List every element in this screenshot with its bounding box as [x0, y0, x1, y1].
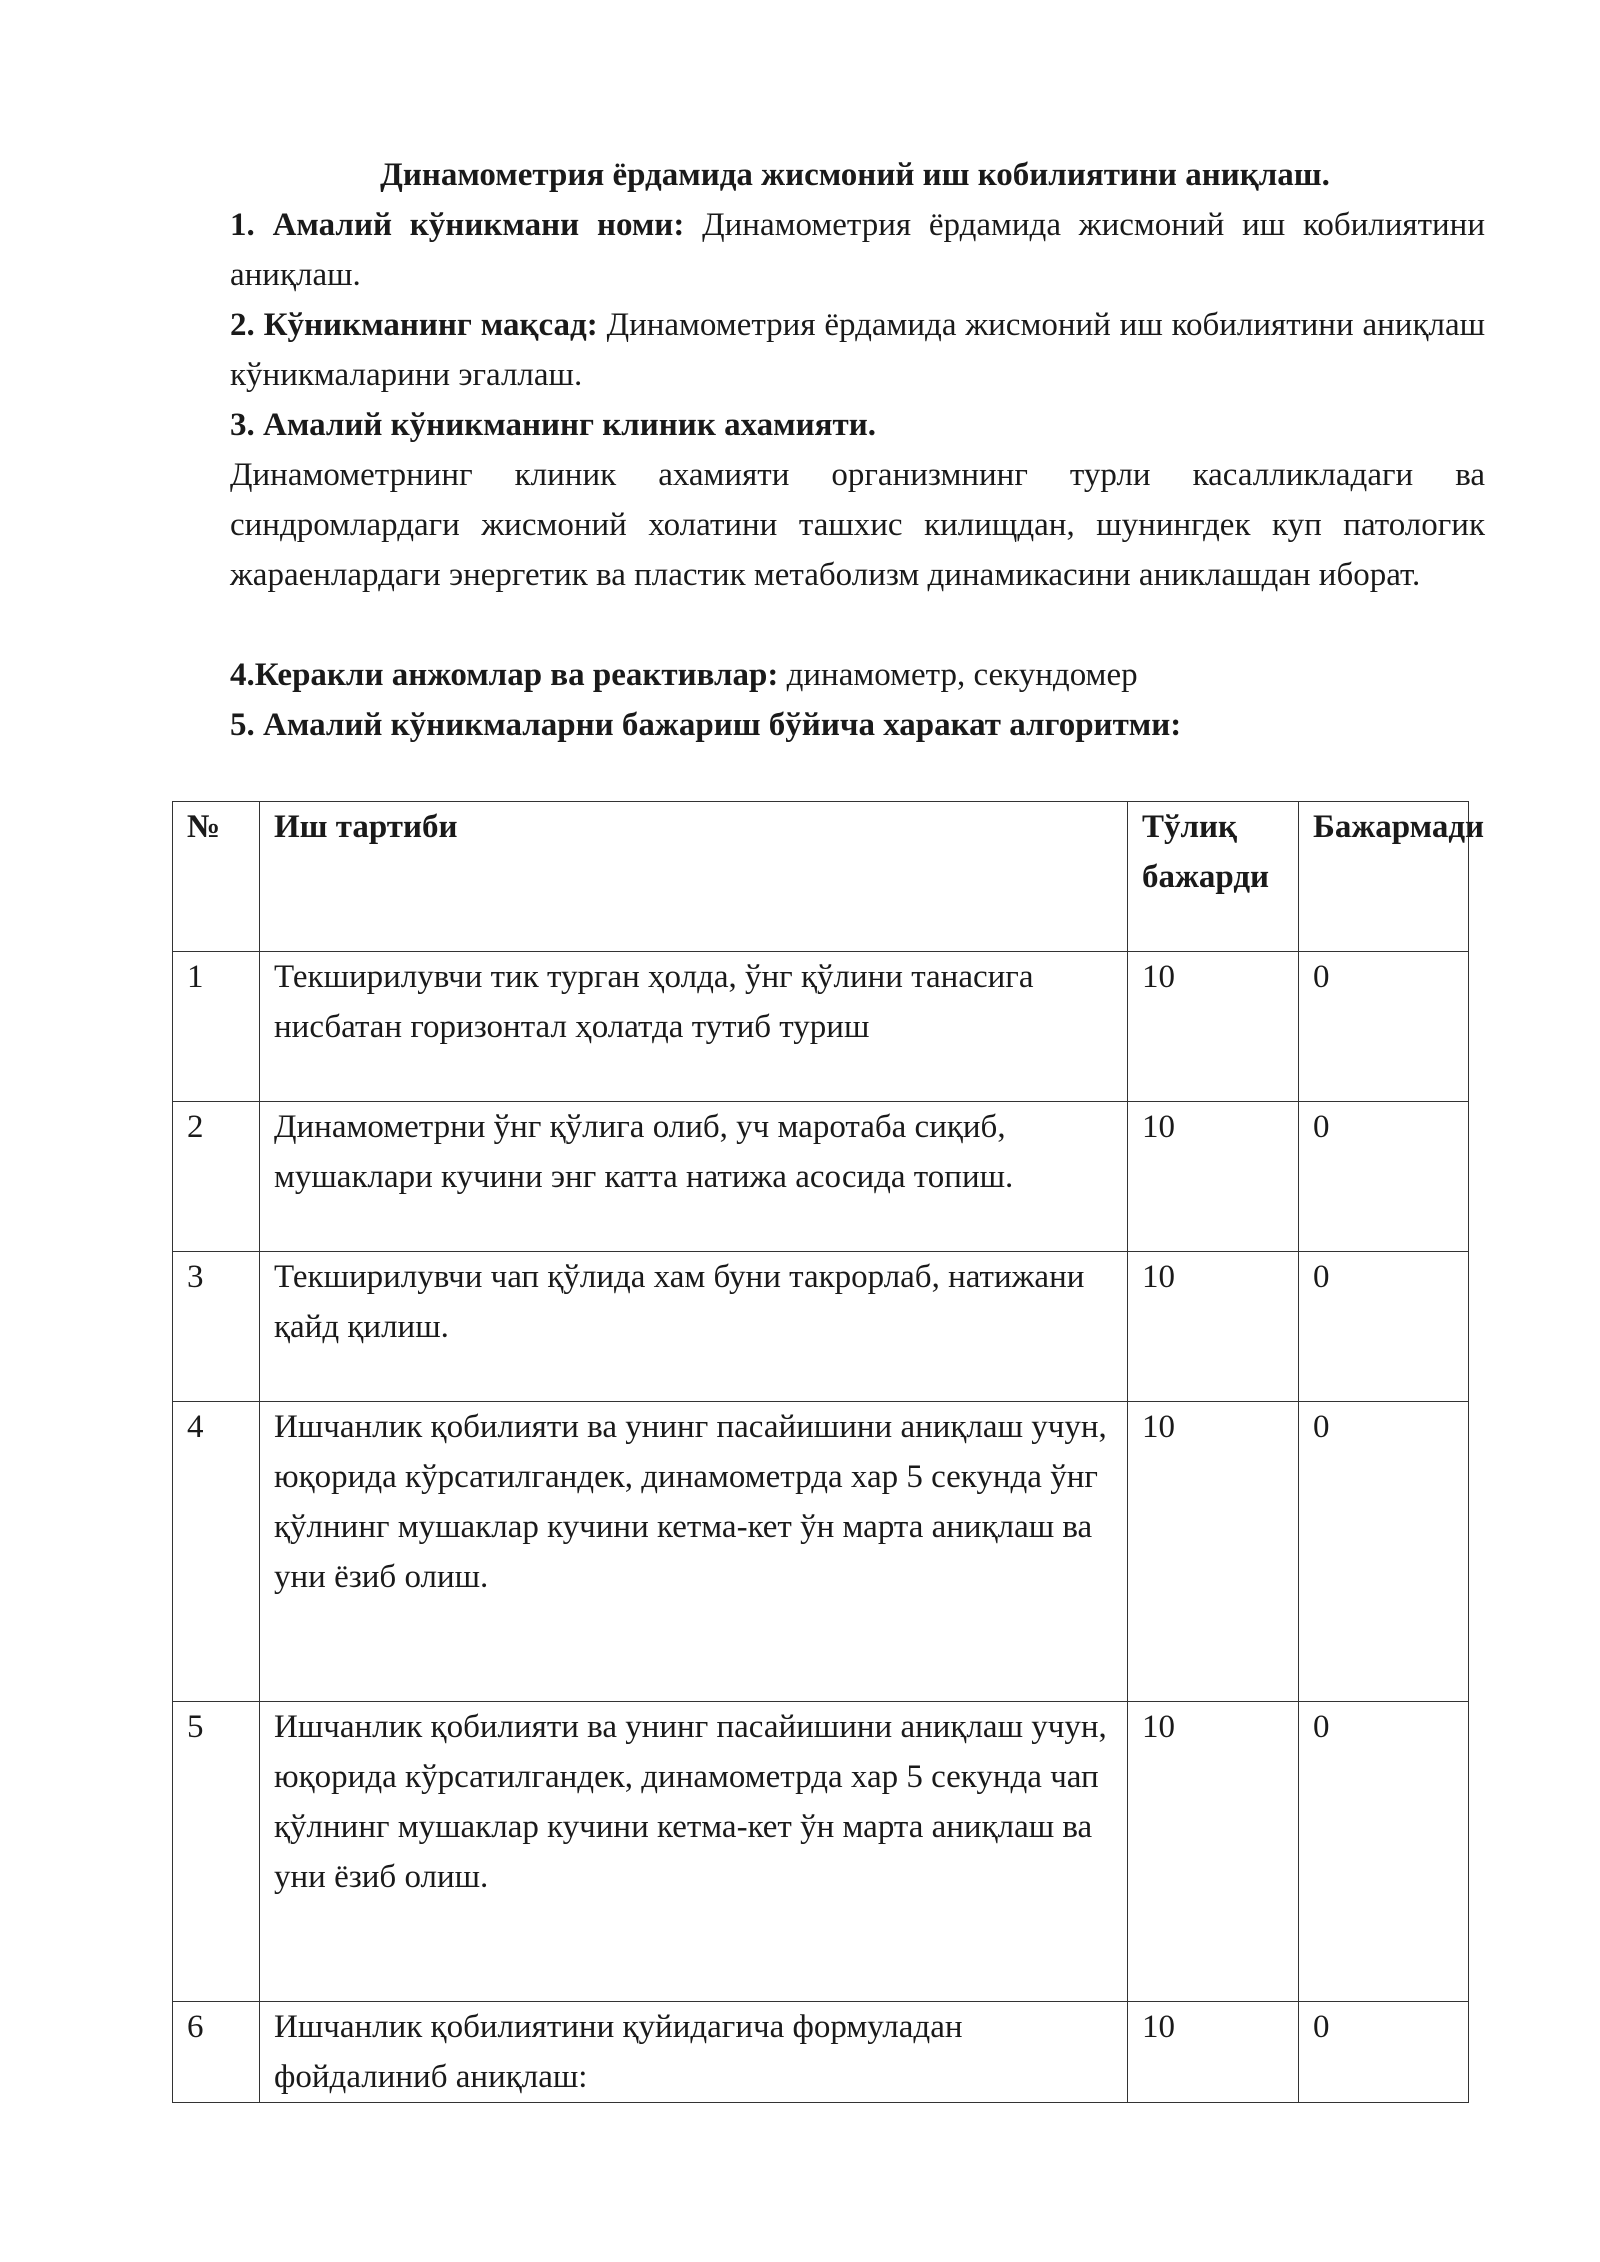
row-none-score: 0	[1299, 2002, 1469, 2103]
row-full-score: 10	[1128, 1402, 1299, 1702]
algorithm-table	[172, 801, 1485, 2103]
row-number: 3	[173, 1252, 260, 1402]
row-number: 5	[173, 1702, 260, 2002]
section-label: 4.Керакли анжомлар ва реактивлар:	[230, 657, 779, 693]
row-none-score: 0	[1299, 1252, 1469, 1402]
row-none-score: 0	[1299, 1702, 1469, 2002]
section-text: динамометр, секундомер	[778, 657, 1138, 693]
row-step: Текширилувчи чап қўлида хам буни такрорлаб, натижани қайд қилиш.	[260, 1252, 1128, 1402]
header-step: Иш тартиби	[260, 802, 1128, 952]
section-equipment	[230, 650, 1485, 700]
row-step: Динамометрни ўнг қўлига олиб, уч маротаба сиқиб, мушаклари кучини энг катта натижа асосида топиш.	[260, 1102, 1128, 1252]
row-number: 6	[173, 2002, 260, 2103]
row-step: Ишчанлик қобилиятини қуйидагича формуладан фойдалиниб аниқлаш:	[260, 2002, 1128, 2103]
table-row	[173, 1402, 1469, 1702]
header-number: №	[173, 802, 260, 952]
table-row	[173, 952, 1469, 1102]
row-number: 2	[173, 1102, 260, 1252]
section-skill-goal	[230, 300, 1485, 400]
row-none-score: 0	[1299, 1402, 1469, 1702]
row-step: Текширилувчи тик турган ҳолда, ўнг қўлини танасига нисбатан горизонтал ҳолатда тутиб туриш	[260, 952, 1128, 1102]
section-text: Динамометрия ёрдамида жисмоний иш кобилиятини аниқлаш.	[230, 207, 1485, 293]
section-label: 2. Кўникманинг мақсад:	[230, 307, 598, 343]
table-row	[173, 1102, 1469, 1252]
section-label: 3. Амалий кўникманинг клиник ахамияти.	[230, 407, 876, 443]
row-none-score: 0	[1299, 1102, 1469, 1252]
table-row	[173, 2002, 1469, 2103]
row-none-score: 0	[1299, 952, 1469, 1102]
section-clinical-importance-text: Динамометрнинг клиник ахамияти организмнинг турли касалликладаги ва синдромлардаги жисмоний холатини ташхис килищдан, шунингдек куп патологик жараенлардаги энергетик ва пластик метаболизм динамикасини аниклашдан иборат.	[230, 457, 1485, 593]
row-number: 4	[173, 1402, 260, 1702]
table-row	[173, 1252, 1469, 1402]
section-label: 5. Амалий кўникмаларни бажариш бўйича харакат алгоритми:	[230, 707, 1182, 743]
document-title: Динамометрия ёрдамида жисмоний иш кобилиятини аниқлаш.	[380, 157, 1330, 193]
table-header-row	[173, 802, 1469, 952]
header-not-done: Бажармади	[1299, 802, 1469, 952]
row-full-score: 10	[1128, 1102, 1299, 1252]
row-full-score: 10	[1128, 952, 1299, 1102]
header-fully-done: Тўлиқ бажарди	[1128, 802, 1299, 952]
section-algorithm-heading	[230, 700, 1485, 750]
row-number: 1	[173, 952, 260, 1102]
row-full-score: 10	[1128, 1252, 1299, 1402]
section-text: Динамометрия ёрдамида жисмоний иш кобилиятини аниқлаш кўникмаларини эгаллаш.	[230, 307, 1485, 393]
row-full-score: 10	[1128, 2002, 1299, 2103]
row-step: Ишчанлик қобилияти ва унинг пасайишини аниқлаш учун, юқорида кўрсатилгандек, динамометрда хар 5 секунда ўнг қўлнинг мушаклар кучини кетма-кет ўн марта аниқлаш ва уни ёзиб олиш.	[260, 1402, 1128, 1702]
section-label: 1. Амалий кўникмани номи:	[230, 207, 685, 243]
row-full-score: 10	[1128, 1702, 1299, 2002]
table-row	[173, 1702, 1469, 2002]
row-step: Ишчанлик қобилияти ва унинг пасайишини аниқлаш учун, юқорида кўрсатилгандек, динамометрда хар 5 секунда чап қўлнинг мушаклар кучини кетма-кет ўн марта аниқлаш ва уни ёзиб олиш.	[260, 1702, 1128, 2002]
section-clinical-importance-heading	[230, 400, 1485, 450]
section-skill-name	[230, 200, 1485, 300]
